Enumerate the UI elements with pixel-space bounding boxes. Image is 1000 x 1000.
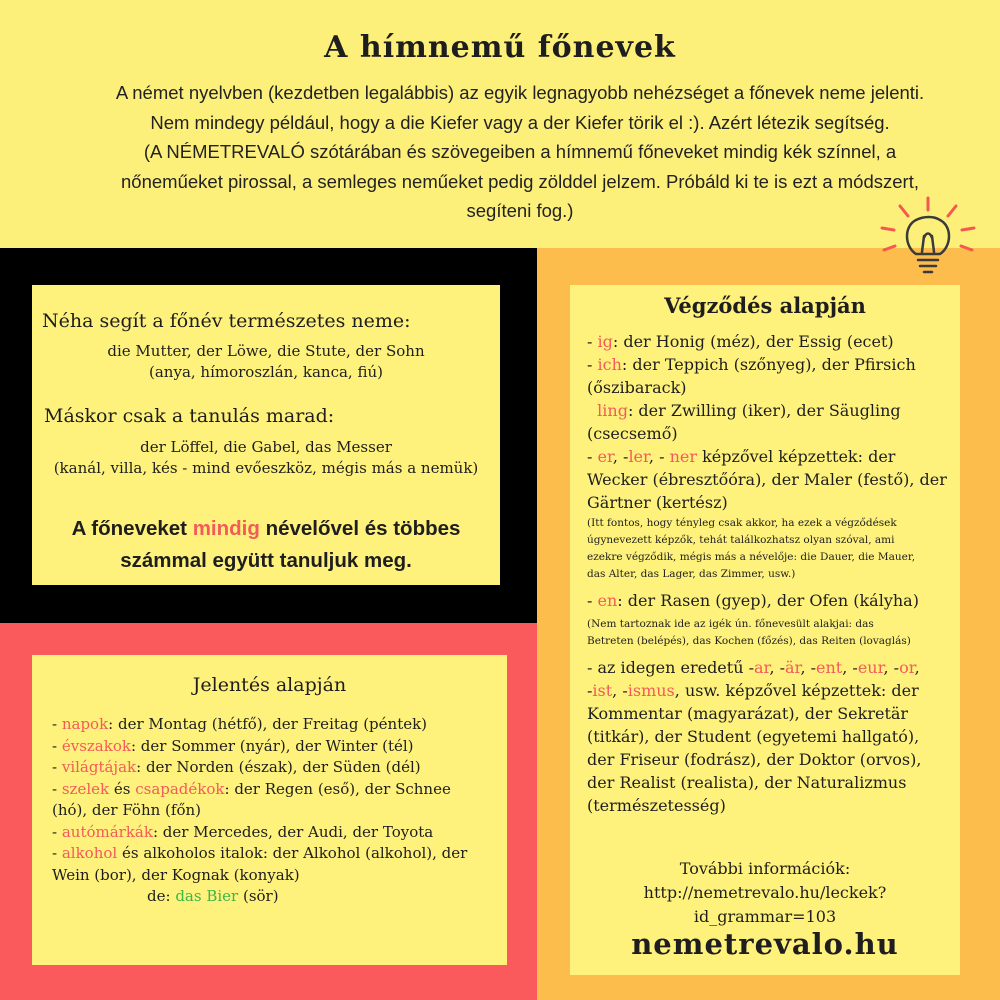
note-line: das Alter, das Lager, das Zimmer, usw.): [587, 568, 796, 580]
category: világtájak: [61, 758, 137, 776]
text: -: [587, 332, 598, 351]
page-title: A hímnemű főnevek: [324, 30, 676, 65]
text: , -: [648, 447, 670, 466]
intro-line: nőneműeket pirossal, a semleges neműeket pedig zölddel jelzem. Próbáld ki te is ezt a módszert,: [121, 170, 919, 192]
note: [587, 515, 957, 583]
list-item: [587, 330, 957, 353]
text: : der Regen (eső), der Schnee: [224, 779, 451, 798]
text: -: [52, 822, 62, 841]
example-line: (kanál, villa, kés - mind evőeszköz, mégis más a nemük): [53, 459, 479, 477]
natural-gender-box: [32, 285, 500, 585]
list-item: Wecker (ébresztőóra), der Maler (festő), der: [587, 470, 947, 489]
intro-line: segíteni fog.): [466, 200, 574, 221]
text: , -: [612, 681, 628, 700]
suffix: eur: [857, 658, 884, 677]
list-item: [52, 779, 467, 801]
list-item: Gärtner (kertész): [587, 493, 728, 512]
more-info-url[interactable]: http://nemetrevalo.hu/leckek?: [643, 883, 887, 902]
suffix: ling: [597, 401, 628, 420]
text: ,: [914, 658, 920, 677]
bold-advice: [32, 517, 500, 541]
list-item: (természetesség): [587, 796, 726, 815]
example-line: der Löffel, die Gabel, das Messer: [140, 438, 392, 456]
text: A főneveket: [71, 517, 193, 540]
bold-advice: számmal együtt tanuljuk meg.: [120, 549, 412, 572]
heading-natural: Néha segít a főnév természetes neme:: [42, 310, 411, 332]
text: , -: [612, 447, 629, 466]
text: képzővel képzettek: der: [697, 447, 896, 466]
text: -: [52, 779, 62, 798]
suffix: ismus: [627, 681, 675, 700]
example-line: (anya, hímoroszlán, kanca, fiú): [149, 363, 383, 381]
text: -: [52, 844, 62, 862]
list-item: Wein (bor), der Kognak (konyak): [52, 865, 300, 884]
suffix: ner: [669, 447, 698, 466]
text: : der Mercedes, der Audi, der Toyota: [152, 822, 434, 841]
text: és alkoholos italok: der Alkohol (alkohol), der: [117, 844, 468, 862]
text: -: [52, 715, 62, 733]
text: , -: [800, 658, 817, 677]
note-line: ezekre végződik, mégis más a névelője: die Dauer, die Mauer,: [587, 551, 916, 563]
meaning-box: [32, 655, 507, 965]
note-line: úgynevezett képzők, tehát találkozhatsz olyan szóval, ami: [587, 534, 895, 546]
note-line: Betreten (belépés), das Kochen (főzés), das Reiten (lovaglás): [587, 635, 911, 647]
text: -: [52, 758, 62, 776]
text: : der Zwilling (iker), der Säugling: [627, 401, 901, 420]
text: -: [52, 736, 62, 755]
text: : der Teppich (szőnyeg), der Pfirsich: [621, 355, 916, 374]
suffix: or: [899, 658, 915, 677]
text: , -: [842, 658, 858, 677]
text: : der Honig (méz), der Essig (ecet): [612, 332, 894, 351]
example-line: die Mutter, der Löwe, die Stute, der Sohn: [107, 342, 425, 360]
suffix: ar: [754, 658, 770, 677]
list-item: [587, 679, 957, 702]
category: csapadékok: [135, 779, 225, 798]
heading-meaning: Jelentés alapján: [192, 674, 347, 696]
text: , usw. képzővel képzettek: der: [674, 681, 919, 700]
text: -: [587, 447, 598, 466]
ending-box: [570, 285, 960, 975]
text: - az idegen eredetű -: [587, 658, 754, 677]
suffix: er: [597, 447, 613, 466]
list-item: [52, 714, 467, 736]
site-name[interactable]: nemetrevalo.hu: [631, 927, 899, 961]
text: : der Rasen (gyep), der Ofen (kályha): [617, 591, 919, 610]
list-item: [587, 445, 957, 468]
exception: das Bier: [175, 887, 239, 905]
intro-line: A német nyelvben (kezdetben legalábbis) az egyik legnagyobb nehézséget a főnevek neme jelenti.: [115, 82, 925, 103]
category: alkohol: [61, 844, 118, 862]
more-info-label: További információk:: [679, 859, 851, 878]
text: -: [587, 591, 598, 610]
text: , -: [769, 658, 786, 677]
list-item: Kommentar (magyarázat), der Sekretär: [587, 704, 909, 723]
list-item: (titkár), der Student (egyetemi hallgató),: [587, 727, 920, 746]
more-info: [570, 857, 960, 929]
heading-ending: Végződés alapján: [664, 293, 866, 318]
intro-line: (A NÉMETREVALÓ szótárában és szövegeiben a hímnemű főneveket mindig kék színnel, a: [143, 141, 897, 162]
category: szelek: [61, 779, 110, 798]
list-item: [52, 822, 467, 844]
suffix: är: [785, 658, 801, 677]
list-item: (csecsemő): [587, 424, 678, 443]
list-item: [587, 656, 957, 679]
list-item: [52, 736, 467, 758]
category: napok: [61, 715, 109, 733]
meaning-list: [52, 714, 467, 908]
suffix: ist: [592, 681, 613, 700]
list-item: der Realist (realista), der Naturalizmus: [587, 773, 907, 792]
intro-line: Nem mindegy például, hogy a die Kiefer vagy a der Kiefer törik el :). Azért létezik segítség.: [150, 111, 890, 133]
list-item: [52, 886, 467, 908]
text: és: [109, 779, 136, 798]
intro-text: [40, 78, 1000, 226]
note-line: (Itt fontos, hogy tényleg csak akkor, ha ezek a végződések: [587, 517, 897, 529]
lightbulb-icon: [878, 196, 978, 278]
text: -: [587, 681, 593, 700]
text: -: [587, 355, 598, 374]
list-item: der Friseur (fodrász), der Doktor (orvos),: [587, 750, 922, 769]
list-item: (őszibarack): [587, 378, 687, 397]
heading-learning: Máskor csak a tanulás marad:: [44, 405, 335, 427]
suffix: ler: [628, 447, 649, 466]
suffix: en: [597, 591, 618, 610]
text: (sör): [238, 887, 279, 905]
text: : der Sommer (nyár), der Winter (tél): [130, 736, 414, 755]
highlight: mindig: [192, 517, 260, 540]
list-item: [587, 399, 957, 422]
text: [587, 401, 597, 420]
list-item: [52, 757, 467, 779]
text: : der Norden (észak), der Süden (dél): [136, 758, 421, 776]
suffix: ich: [597, 355, 622, 374]
more-info-url[interactable]: id_grammar=103: [693, 907, 837, 926]
text: , -: [883, 658, 900, 677]
suffix: ent: [816, 658, 843, 677]
note: [587, 616, 957, 650]
text: névelővel és többes: [259, 517, 461, 540]
text: de:: [147, 887, 176, 905]
text: : der Montag (hétfő), der Freitag (péntek): [108, 715, 428, 733]
category: autómárkák: [61, 822, 153, 841]
list-item: [587, 589, 957, 612]
list-item: (hó), der Föhn (főn): [52, 801, 202, 819]
list-item: [587, 353, 957, 376]
list-item: [52, 843, 467, 865]
ending-list: [587, 330, 957, 817]
category: évszakok: [61, 736, 131, 755]
note-line: (Nem tartoznak ide az igék ún. főnevesült alakjai: das: [587, 618, 874, 630]
suffix: ig: [597, 332, 613, 351]
